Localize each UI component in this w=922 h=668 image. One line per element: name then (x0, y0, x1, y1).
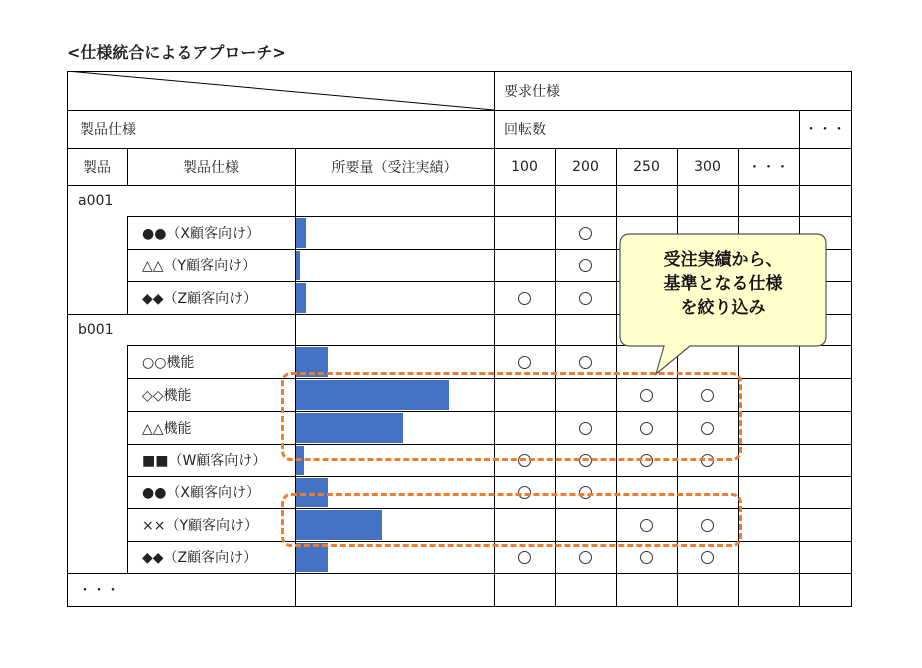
support-mark-circle (518, 356, 531, 369)
grid-line (67, 573, 852, 574)
spec-label: ●●（X顧客向け） (142, 225, 261, 242)
grid-line (127, 508, 128, 541)
grid-line (127, 476, 128, 508)
spec-label: ◇◇機能 (142, 387, 192, 404)
header-rpm-3: 300 (694, 158, 721, 175)
table-border-bottom (67, 606, 852, 607)
spec-label: △△機能 (142, 420, 192, 437)
spec-label: ◆◆（Z顧客向け） (142, 550, 258, 566)
header-rotation-speed: 回転数 (504, 122, 546, 138)
support-mark-circle (579, 551, 592, 564)
header-rpm-0: 100 (511, 158, 538, 175)
support-mark-circle (579, 292, 592, 305)
header-more-cols: ・・・ (804, 122, 846, 138)
grid-line (127, 281, 128, 314)
header-col-required-amount: 所要量（受注実績） (331, 159, 458, 176)
grid-line (127, 378, 128, 411)
header-col-product: 製品 (83, 159, 111, 176)
product-name: b001 (78, 321, 114, 338)
footer-more-rows: ・・・ (78, 582, 120, 599)
spec-label: ■■（W顧客向け） (142, 453, 267, 469)
callout-line-3: を絞り込み (680, 298, 766, 318)
spec-label: ◆◆（Z顧客向け） (142, 290, 258, 307)
callout-text (630, 248, 816, 320)
required-amount-bar (296, 251, 300, 280)
header-rpm-2: 250 (633, 158, 660, 175)
header-requirement-spec: 要求仕様 (504, 83, 560, 100)
required-amount-bar (296, 218, 306, 248)
highlight-box-lower (281, 493, 742, 547)
spec-label: ××（Y顧客向け） (142, 517, 259, 534)
grid-line (67, 185, 852, 186)
diagonal-header-line (67, 71, 497, 111)
support-mark-circle (701, 551, 714, 564)
spec-label: ●●（X顧客向け） (142, 485, 261, 501)
callout-line-2: 基準となる仕様 (663, 274, 783, 294)
support-mark-circle (518, 292, 531, 305)
header-rpm-1: 200 (572, 158, 599, 175)
support-mark-circle (579, 259, 592, 272)
grid-line (127, 216, 128, 249)
product-name: a001 (78, 192, 114, 209)
grid-line (127, 345, 128, 378)
support-mark-circle (579, 227, 592, 240)
callout-line-1: 受注実績から、 (663, 250, 783, 270)
support-mark-circle (579, 356, 592, 369)
required-amount-bar (296, 283, 306, 313)
spec-label: △△（Y顧客向け） (142, 258, 257, 274)
callout (620, 234, 826, 346)
support-mark-circle (518, 551, 531, 564)
spec-label: ○○機能 (142, 354, 195, 371)
required-amount-bar (296, 543, 328, 572)
grid-line (127, 541, 128, 573)
page-title: <仕様統合によるアプローチ> (67, 43, 286, 62)
support-mark-circle (640, 551, 653, 564)
header-col-product-spec: 製品仕様 (183, 159, 239, 176)
grid-line (127, 249, 128, 281)
header-product-spec-group: 製品仕様 (80, 122, 136, 138)
grid-line (127, 411, 128, 444)
header-rpm-4: ・・・ (747, 159, 790, 176)
grid-line (127, 444, 128, 476)
highlight-box-upper (281, 372, 742, 461)
table-border-right (851, 71, 852, 607)
